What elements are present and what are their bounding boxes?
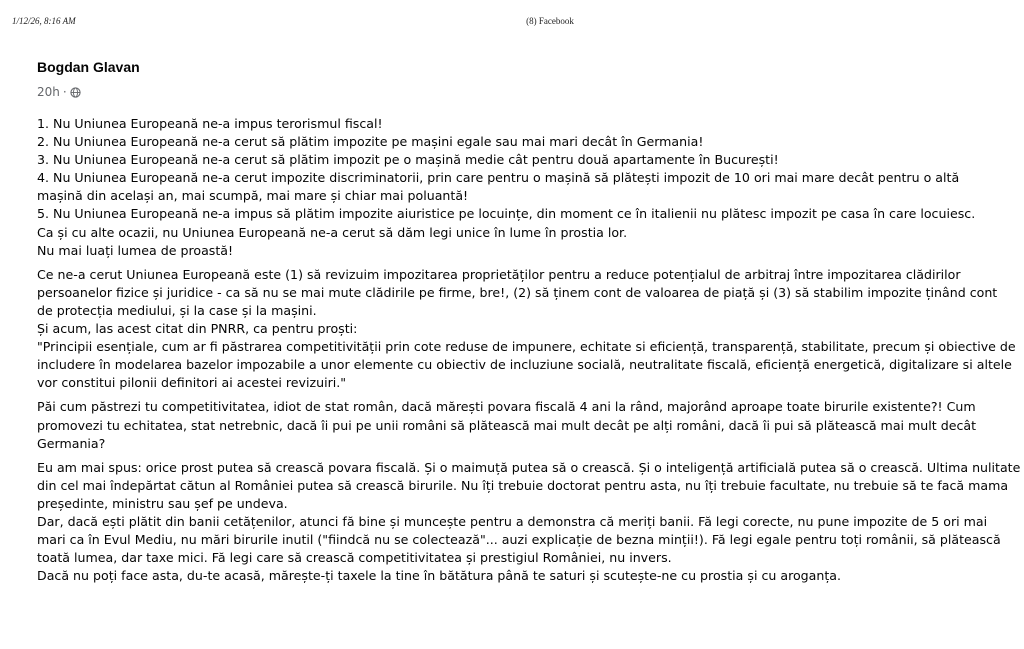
print-date: 1/12/26, 8:16 AM bbox=[12, 16, 76, 26]
post-text-line: toată lumea, dar taxe mici. Fă legi care să crească competitivitatea și prestigiul României, nu invers. bbox=[37, 550, 672, 566]
post-meta bbox=[37, 85, 977, 99]
post-text-line: Ca și cu alte ocazii, nu Uniunea Europeană ne-a cerut să dăm legi unice în lume în prostia lor. bbox=[37, 224, 628, 240]
post-text-line: Și acum, las acest citat din PNRR, ca pentru proști: bbox=[37, 321, 358, 337]
post-paragraph bbox=[37, 459, 1021, 586]
post-paragraph bbox=[37, 266, 1016, 393]
print-header bbox=[0, 16, 1024, 30]
post-body bbox=[37, 115, 1021, 585]
post-text-line: persoanelor fizice și juridice - ca să nu se mai mute clădirile pe firme, bre!, (2) să ținem cont de valoarea de piață și (3) să stabilim impozite ținând cont bbox=[37, 284, 998, 300]
post-paragraph bbox=[37, 398, 977, 452]
post-text-line: Eu am mai spus: orice prost putea să crească povara fiscală. Și o maimuță putea să o crească. Și o inteligență artificială putea să o crească. Ultima nulitate bbox=[37, 459, 1021, 475]
post-text-line: Germania? bbox=[37, 435, 106, 451]
post-text-line: Ce ne-a cerut Uniunea Europeană este (1) să revizuim impozitarea proprietăților pentru a reduce potențialul de arbitraj între impozitarea clădirilor bbox=[37, 266, 961, 282]
globe-icon[interactable] bbox=[70, 87, 81, 98]
print-title: (8) Facebook bbox=[526, 16, 574, 26]
post-author-name[interactable]: Bogdan Glavan bbox=[37, 59, 140, 75]
post-text-line: 1. Nu Uniunea Europeană ne-a impus terorismul fiscal! bbox=[37, 116, 383, 131]
post-text-line: includere în modelarea bazelor impozabile a unor elemente cu obiectiv de incluziune socială, neutralitate fiscală, eficiență energetică, digitalizare si altele bbox=[37, 357, 1012, 373]
post-text-line: vor constitui pilonii definitori ai acestei revizuiri." bbox=[37, 375, 347, 391]
post-text-line: 4. Nu Uniunea Europeană ne-a cerut impozite discriminatorii, prin care pentru o mașină să plătești impozit de 10 ori mai mare decât pentru o altă bbox=[37, 170, 960, 186]
post-text-line: mari ca în Evul Mediu, nu mări birurile inutil ("fiindcă nu se colectează"... auzi explicație de bezna minții!). Fă legi egale pentru toți românii, să plătească bbox=[37, 532, 1001, 548]
post-text-line: 2. Nu Uniunea Europeană ne-a cerut să plătim impozite pe mașini egale sau mai mari decât în Germania! bbox=[37, 134, 704, 150]
post-text-line: Dar, dacă ești plătit din banii cetățenilor, atunci fă bine și muncește pentru a demonstra că meriți banii. Fă legi corecte, nu pune impozite de 5 ori mai bbox=[37, 513, 988, 529]
post-text-line: Păi cum păstrezi tu competitivitatea, idiot de stat român, dacă mărești povara fiscală 4 ani la rând, majorând aproape toate birurile existente?! Cum bbox=[37, 399, 976, 415]
facebook-post bbox=[37, 58, 1021, 591]
post-text-line: de protecția mediului, și la case și la mașini. bbox=[37, 302, 317, 318]
post-text-line: "Principii esențiale, cum ar fi păstrarea competitivității prin cote reduse de impunere, echitate si eficiență, transparență, stabilitate, precum și obiective de bbox=[37, 339, 1016, 355]
post-text-line: 5. Nu Uniunea Europeană ne-a impus să plătim impozite aiuristice pe locuințe, din moment ce în italienii nu plătesc impozit pe casa în care locuiesc. bbox=[37, 206, 976, 222]
post-text-line: Dacă nu poți face asta, du-te acasă, mărește-ți taxele la tine în bătătura până te saturi și scutește-ne cu prostia și cu aroganța. bbox=[37, 568, 842, 584]
post-text-line: președinte, ministru sau șef pe undeva. bbox=[37, 495, 288, 511]
post-text-line: Nu mai luați lumea de proastă! bbox=[37, 242, 234, 258]
post-text-line: mașină din același an, mai scumpă, mai mare și chiar mai poluantă! bbox=[37, 188, 469, 204]
meta-separator: · bbox=[62, 85, 67, 99]
post-text-line: 3. Nu Uniunea Europeană ne-a cerut să plătim impozit pe o mașină medie cât pentru două apartamente în București! bbox=[37, 152, 779, 168]
post-paragraph bbox=[37, 115, 977, 260]
post-timestamp[interactable]: 20h bbox=[37, 85, 60, 99]
post-text-line: promovezi tu echitatea, stat netrebnic, dacă îi pui pe unii români să plătească mai mult decât pe alți români, dacă îi pui să plătească mai mult decât bbox=[37, 417, 977, 433]
post-text-line: din cel mai îndepărtat cătun al României putea să crească birurile. Nu îți trebuie doctorat pentru asta, nu îți trebuie facultate, nu trebuie să te facă mama bbox=[37, 477, 1009, 493]
